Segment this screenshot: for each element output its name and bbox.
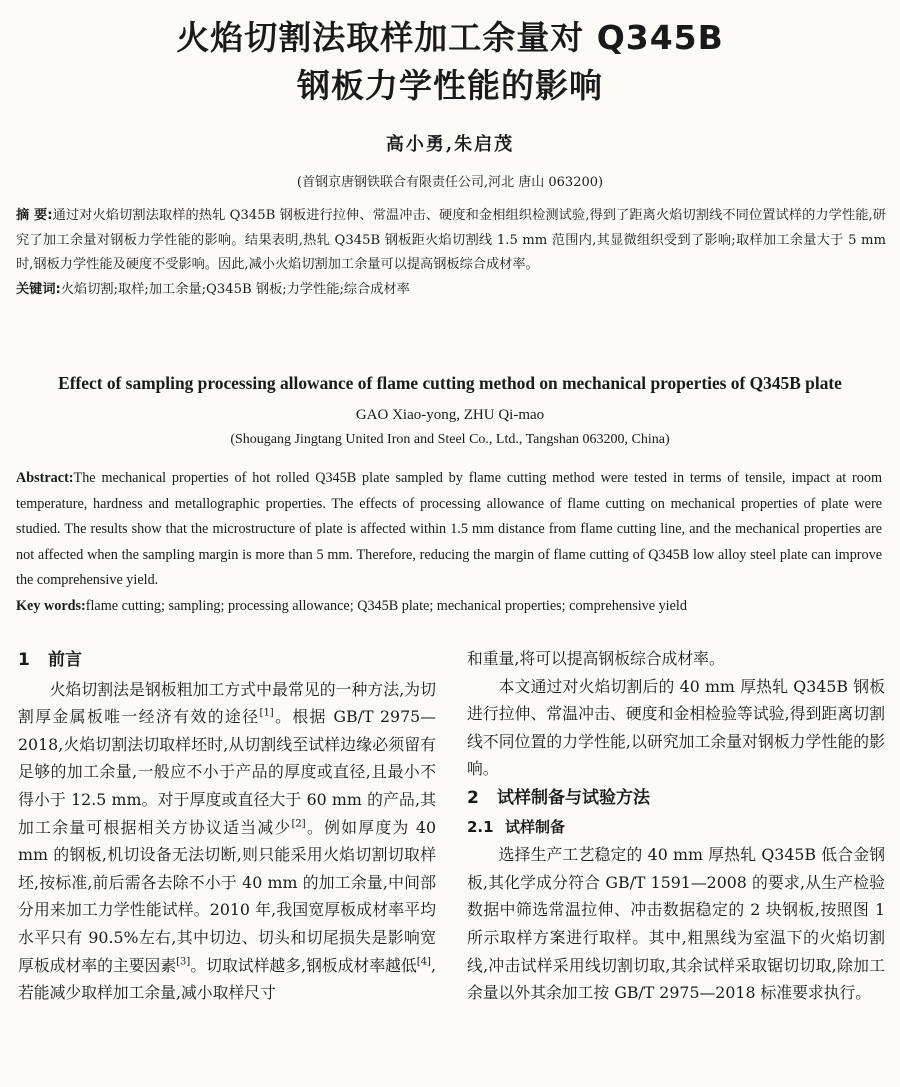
subsection-title: 试样制备 <box>505 817 566 836</box>
title-line-1: 火焰切割法取样加工余量对 Q345B <box>176 18 724 57</box>
authors: 高小勇,朱启茂 <box>385 134 515 155</box>
english-authors: GAO Xiao-yong, ZHU Qi-mao <box>355 407 545 423</box>
english-abstract-block <box>16 466 882 619</box>
chinese-abstract-block <box>16 204 886 302</box>
paragraph-text: 。例如厚度为 40 mm 的钢板,机切设备无法切断,则只能采用火焰切割切取样坯,按标准,前后需各去除不小于 40 mm 的加工余量,中间部分用来加工力学性能试样。2010 年,我国宽厚板成材率平均水平只有 90.5%左右,其中切边、切头和切尾损失是影响宽厚板成材率的主要因素 <box>18 817 436 975</box>
citation-ref[interactable]: [2] <box>291 818 306 830</box>
section-title: 前言 <box>48 650 82 670</box>
paragraph-sample-prep: 选择生产工艺稳定的 40 mm 厚热轧 Q345B 低合金钢板,其化学成分符合 GB/T 1591—2008 的要求,从生产检验数据中筛选常温拉伸、冲击数据稳定的 2 块钢板,按照图 1 所示取样方案进行取样。其中,粗黑线为室温下的火焰切割线,冲击试样采用线切割切取,其余试样采取锯切切取,除加工余量以外其余加工按 GB/T 2975—2018 标准要求执行。 <box>467 845 885 1003</box>
chinese-abstract <box>16 204 886 278</box>
paragraph-text: 火焰切割法是钢板粗加工方式中最常见的一种方法,为切割厚金属板唯一经济有效的途径 <box>18 679 436 727</box>
paragraph-intro <box>18 676 436 1007</box>
citation-ref[interactable]: [4] <box>416 956 431 968</box>
left-column <box>18 645 436 1007</box>
section-number: 2 <box>467 787 479 808</box>
right-column <box>467 645 885 1007</box>
paragraph-continued: 和重量,将可以提高钢板综合成材率。 <box>467 649 725 668</box>
paragraph-text: 。根据 GB/T 2975—2018,火焰切割法切取样坯时,从切割线至试样边缘必须留有足够的加工余量,一般应不小于产品的厚度或直径,且最小不得小于 12.5 mm。对于厚度或直径大于 60 mm 的产品,其加工余量可根据相关方协议适当减少 <box>18 707 436 837</box>
citation-ref[interactable]: [3] <box>176 956 191 968</box>
keywords-text: 火焰切割;取样;加工余量;Q345B 钢板;力学性能;综合成材率 <box>60 281 410 297</box>
title-line-2: 钢板力学性能的影响 <box>297 66 603 105</box>
subsection-heading-2-1 <box>467 814 885 842</box>
english-affiliation: (Shougang Jingtang United Iron and Steel Co., Ltd., Tangshan 063200, China) <box>230 432 670 447</box>
chinese-keywords <box>16 278 886 303</box>
keywords-label: 关键词: <box>16 281 61 297</box>
affiliation: (首钢京唐钢铁联合有限责任公司,河北 唐山 063200) <box>296 175 604 190</box>
english-keywords <box>16 594 882 620</box>
english-abstract-label: Abstract: <box>16 470 74 486</box>
paper-title <box>0 14 900 110</box>
section-title: 试样制备与试验方法 <box>497 787 650 808</box>
section-heading-2 <box>467 785 885 813</box>
paragraph-text: ,若能减少取样加工余量,减小取样尺寸 <box>18 955 436 1003</box>
paragraph-purpose: 本文通过对火焰切割后的 40 mm 厚热轧 Q345B 钢板进行拉伸、常温冲击、硬度和金相检验等试验,得到距离切割线不同位置的力学性能,以研究加工余量对钢板力学性能的影响。 <box>467 676 885 779</box>
english-keywords-text: flame cutting; sampling; processing allowance; Q345B plate; mechanical properties; comprehensive yield <box>85 597 687 614</box>
abstract-text: 通过对火焰切割法取样的热轧 Q345B 钢板进行拉伸、常温冲击、硬度和金相组织检测试验,得到了距离火焰切割线不同位置试样的力学性能,研究了加工余量对钢板力学性能的影响。结果表明,热轧 Q345B 钢板距火焰切割线 1.5 mm 范围内,其显微组织受到了影响;取样加工余量大于 5 mm 时,钢板力学性能及硬度不受影响。因此,减小火焰切割加工余量可以提高钢板综合成材率。 <box>16 208 886 272</box>
paragraph-text: 。切取试样越多,钢板成材率越低 <box>190 955 417 975</box>
citation-ref[interactable]: [1] <box>259 707 274 719</box>
english-abstract-text: The mechanical properties of hot rolled Q345B plate sampled by flame cutting method were tested in terms of tensile, impact at room temperature, hardness and metallographic properties. The effects of processing allowance of flame cutting on mechanical properties of plate were studied. The results show that the microstructure of plate is affected within 1.5 mm distance from flame cutting line, and the mechanical properties are not affected when the sampling margin is more than 5 mm. Therefore, reducing the margin of flame cutting of Q345B low alloy steel plate can improve the comprehensive yield. <box>16 470 882 588</box>
english-title: Effect of sampling processing allowance of flame cutting method on mechanical properties of Q345B plate <box>58 373 842 393</box>
english-abstract <box>16 466 882 594</box>
section-number: 1 <box>18 650 30 670</box>
section-heading-1 <box>18 647 436 675</box>
subsection-number: 2.1 <box>467 817 494 836</box>
abstract-label: 摘 要: <box>16 208 53 223</box>
english-keywords-label: Key words: <box>16 597 86 614</box>
